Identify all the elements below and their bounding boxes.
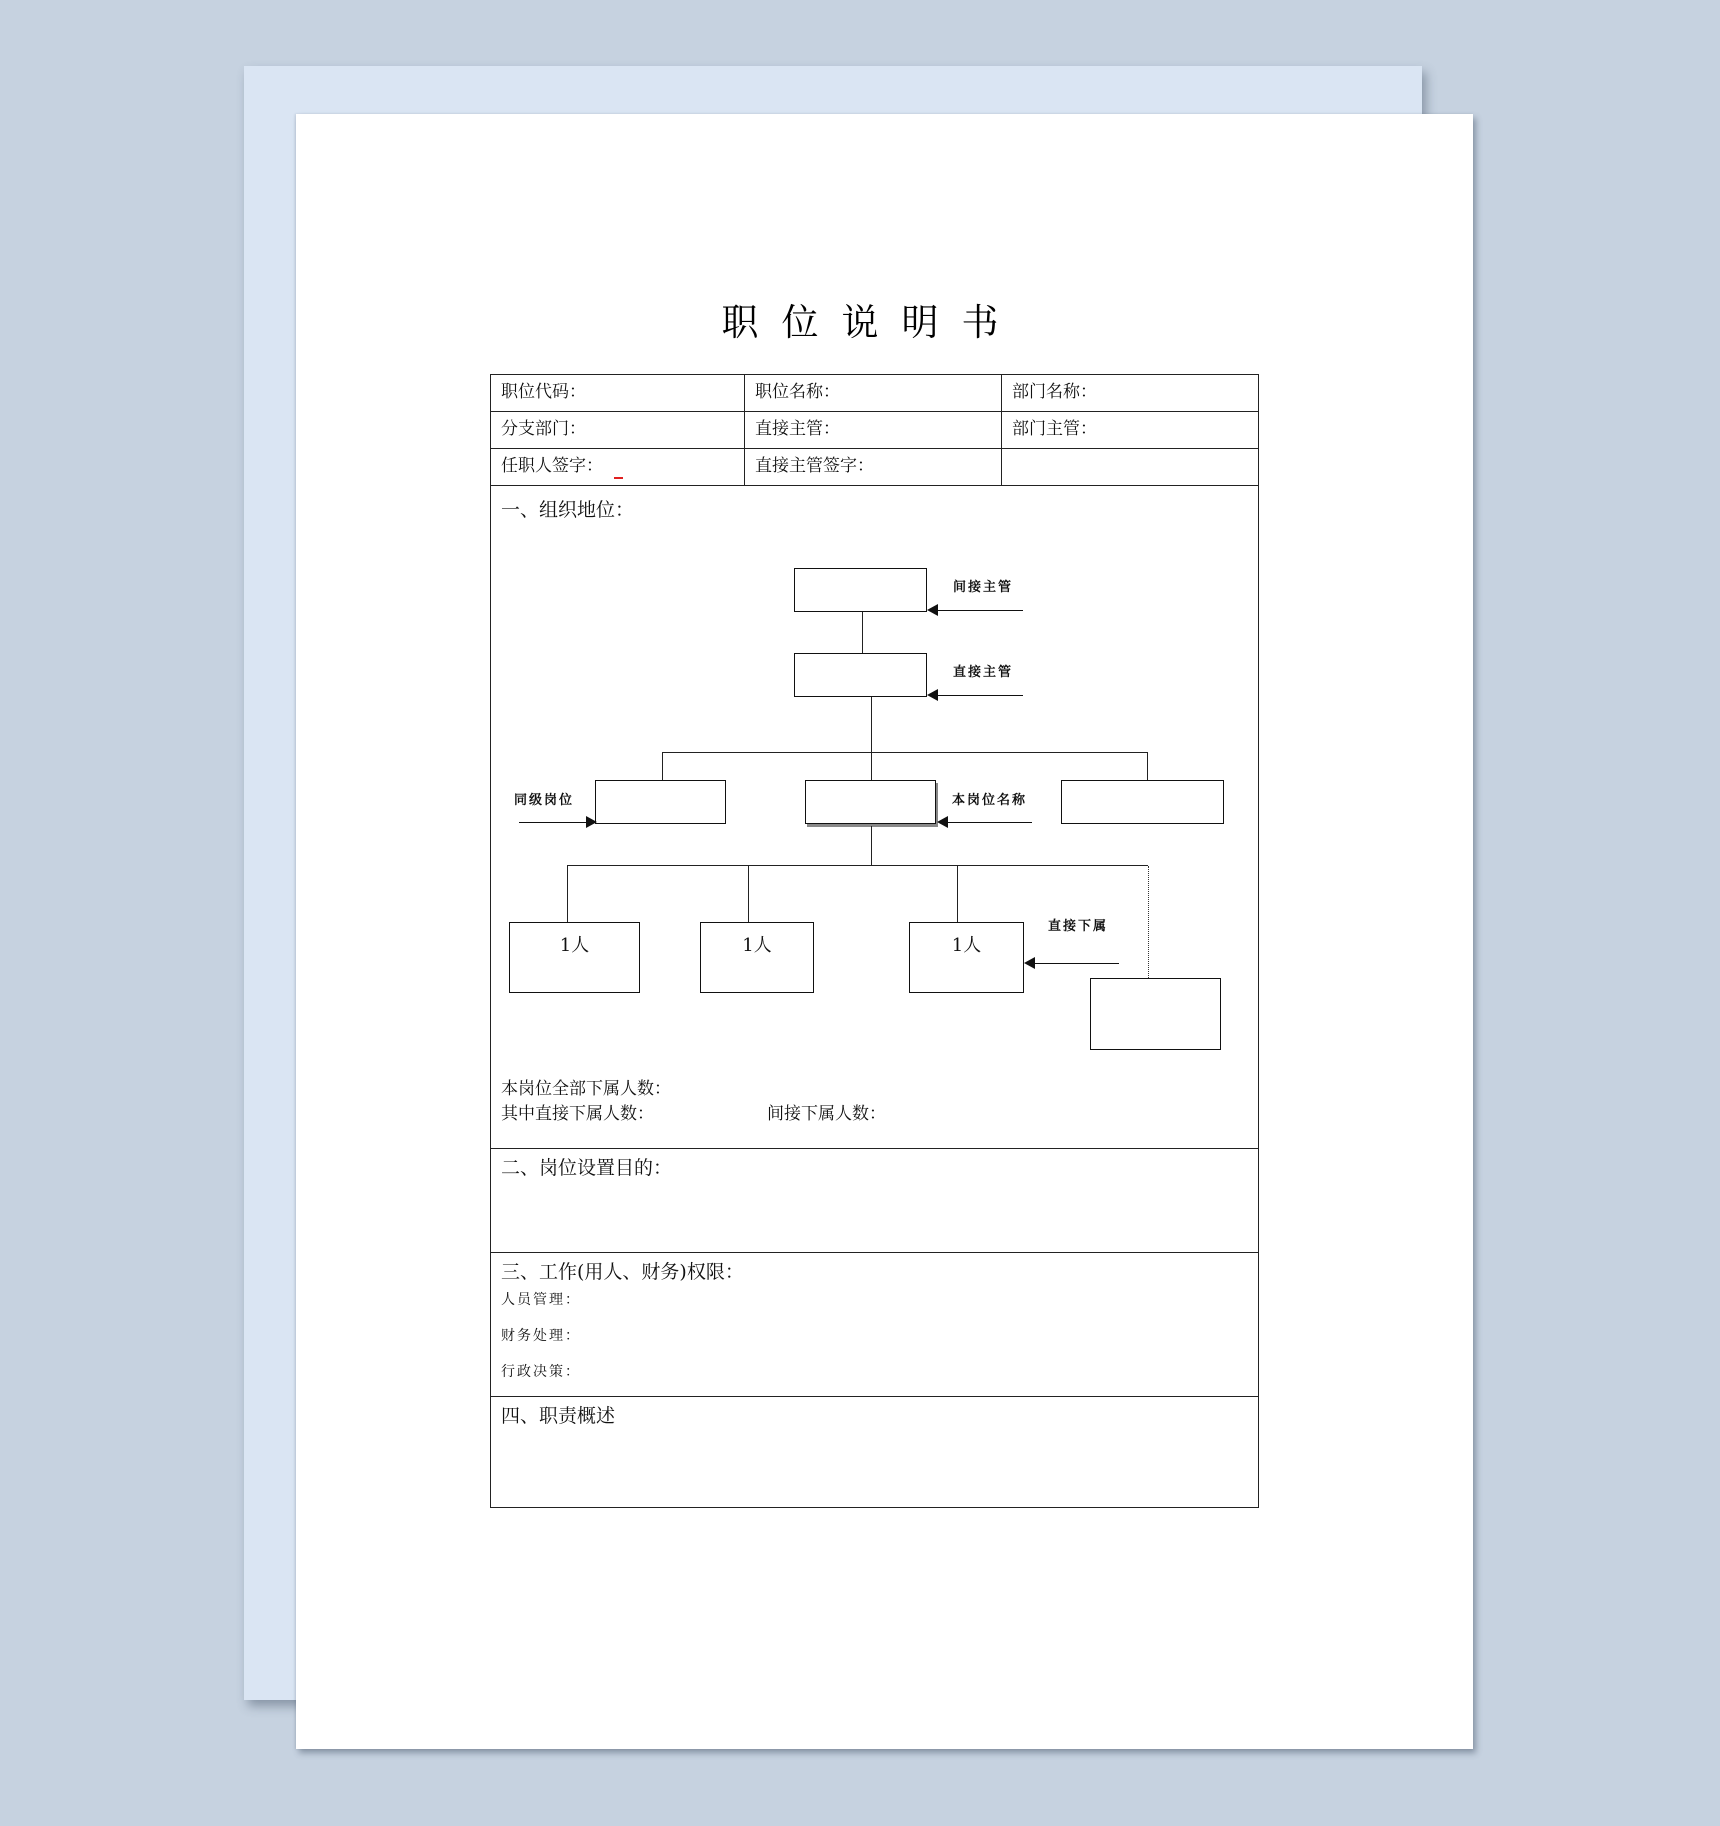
table-col-divider bbox=[744, 374, 745, 485]
label-direct-supervisor: 直接主管 bbox=[953, 665, 1014, 680]
connector-line bbox=[957, 865, 958, 922]
field-position-name[interactable]: 职位名称： bbox=[755, 382, 840, 402]
section-divider bbox=[490, 1396, 1258, 1397]
org-box-subordinate[interactable] bbox=[509, 922, 640, 993]
document-page bbox=[296, 114, 1473, 1749]
label-peer-position: 同级岗位 bbox=[514, 793, 575, 808]
authority-item-finance: 财务处理： bbox=[501, 1328, 581, 1344]
connector-line bbox=[567, 865, 1148, 866]
label-indirect-supervisor: 间接主管 bbox=[953, 580, 1014, 595]
arrow-left-icon bbox=[1026, 963, 1119, 964]
org-box-direct-supervisor[interactable] bbox=[794, 653, 927, 697]
table-row-divider bbox=[490, 485, 1258, 486]
arrow-right-icon bbox=[519, 822, 595, 823]
org-box-indirect-subordinate[interactable] bbox=[1090, 978, 1221, 1050]
field-branch-department[interactable]: 分支部门： bbox=[501, 419, 586, 439]
section-duties-heading: 四、职责概述 bbox=[501, 1405, 616, 1427]
table-col-divider bbox=[1001, 374, 1002, 485]
connector-line bbox=[662, 752, 663, 780]
subordinate-count: 1人 bbox=[559, 935, 590, 956]
total-subordinates-label: 本岗位全部下属人数： bbox=[501, 1079, 671, 1099]
connector-line bbox=[748, 865, 749, 922]
connector-line bbox=[871, 826, 872, 865]
connector-line bbox=[567, 865, 568, 922]
field-supervisor-signature[interactable]: 直接主管签字： bbox=[755, 456, 874, 476]
org-box-peer-left[interactable] bbox=[595, 780, 726, 824]
label-direct-subordinate: 直接下属 bbox=[1048, 919, 1109, 934]
arrow-left-icon bbox=[929, 610, 1023, 611]
org-box-this-position[interactable] bbox=[805, 780, 936, 824]
section-divider bbox=[490, 1148, 1258, 1149]
connector-line bbox=[862, 612, 863, 653]
subordinate-count: 1人 bbox=[742, 935, 772, 956]
table-border-top bbox=[490, 374, 1258, 375]
label-this-position: 本岗位名称 bbox=[952, 793, 1028, 808]
field-position-code[interactable]: 职位代码： bbox=[501, 382, 586, 402]
connector-line bbox=[1147, 752, 1148, 780]
field-employee-signature[interactable]: 任职人签字： bbox=[501, 456, 603, 476]
connector-line bbox=[871, 752, 872, 780]
field-direct-supervisor[interactable]: 直接主管： bbox=[755, 419, 840, 439]
org-box-indirect-supervisor[interactable] bbox=[794, 568, 927, 612]
section-purpose-heading: 二、岗位设置目的： bbox=[501, 1157, 673, 1179]
table-border-left bbox=[490, 374, 491, 1507]
document-title: 职位说明书 bbox=[721, 301, 1022, 344]
dotted-connector-line bbox=[1148, 866, 1149, 978]
section-divider bbox=[490, 1252, 1258, 1253]
table-row-divider bbox=[490, 411, 1258, 412]
subordinate-count: 1人 bbox=[951, 935, 982, 956]
section-org-position-heading: 一、组织地位： bbox=[501, 499, 635, 521]
arrow-left-icon bbox=[939, 822, 1032, 823]
table-border-right bbox=[1258, 374, 1259, 1507]
authority-item-personnel: 人员管理： bbox=[501, 1292, 581, 1308]
connector-line bbox=[871, 697, 872, 752]
field-department-supervisor[interactable]: 部门主管： bbox=[1012, 419, 1097, 439]
table-row-divider bbox=[490, 448, 1258, 449]
direct-subordinates-label: 其中直接下属人数： bbox=[501, 1104, 654, 1124]
signature-cursor-mark bbox=[614, 477, 623, 479]
org-box-peer-right[interactable] bbox=[1061, 780, 1224, 824]
org-box-subordinate[interactable] bbox=[909, 922, 1024, 993]
indirect-subordinates-label: 间接下属人数： bbox=[767, 1104, 886, 1124]
connector-line bbox=[662, 752, 1148, 753]
table-border-bottom bbox=[490, 1507, 1259, 1508]
org-box-subordinate[interactable] bbox=[700, 922, 814, 993]
arrow-left-icon bbox=[929, 695, 1023, 696]
section-authority-heading: 三、工作(用人、财务)权限： bbox=[501, 1261, 744, 1283]
field-department-name[interactable]: 部门名称： bbox=[1012, 382, 1097, 402]
authority-item-administration: 行政决策： bbox=[501, 1364, 581, 1380]
